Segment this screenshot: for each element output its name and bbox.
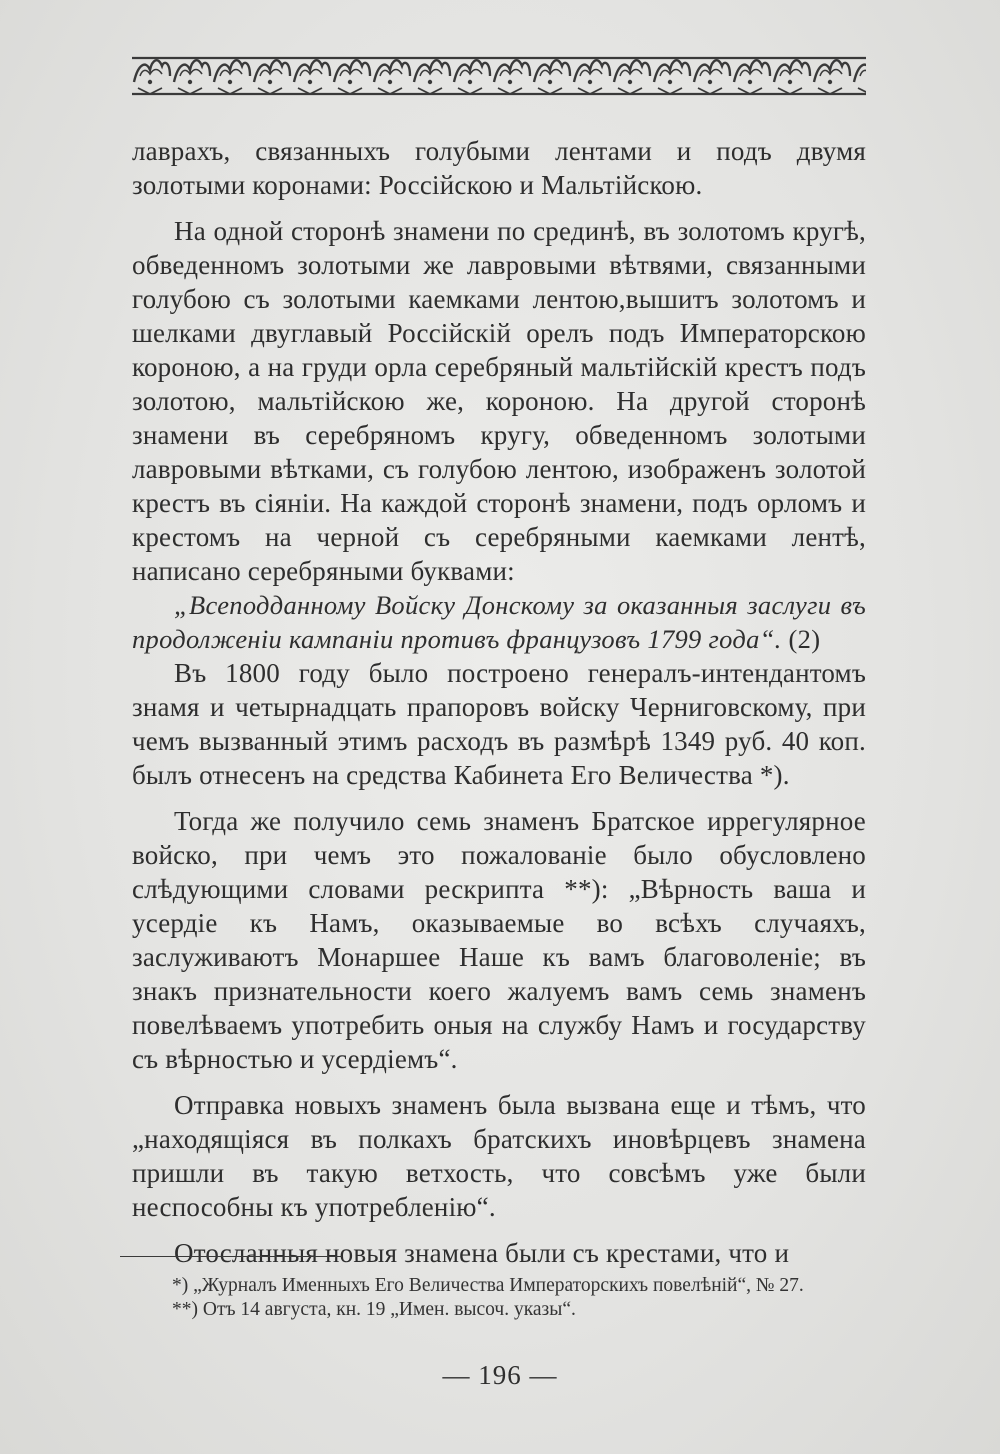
decorative-header-ornament-icon <box>132 52 866 98</box>
footnotes <box>172 1274 872 1322</box>
footnote: **) Отъ 14 августа, кн. 19 „Имен. высоч. указы“. <box>172 1299 576 1320</box>
main-text <box>132 134 866 1270</box>
footnote-reference: (2) <box>788 624 821 654</box>
paragraph: Тогда же получило семь знаменъ Братское иррегулярное войско, при чемъ это пожалованіе было обусловлено слѣдующими словами рескрипта **): „Вѣрность ваша и усердіе къ Намъ, оказываемые во всѣхъ случаяхъ, заслуживаютъ Монаршее Наше къ вамъ благоволеніе; въ знакъ признательности коего жалуемъ вамъ семь знаменъ повелѣваемъ употребить оныя на службу Намъ и государству съ вѣрностью и усердіемъ“. <box>132 806 866 1074</box>
inscription-text: „Всеподданному Войску Донскому за оказанныя заслуги въ продолженіи кампаніи противъ французовъ 1799 года“. <box>132 590 866 654</box>
page-number: — 196 — <box>442 1360 558 1390</box>
paragraph: На одной сторонѣ знамени по срединѣ, въ золотомъ кругѣ, обведенномъ золотыми же лавровыми вѣтвями, связанными голубою съ золотыми каемками лентою,вышитъ золотомъ и шелками двуглавый Россійскій орелъ подъ Императорскою короною, а на груди орла серебряный мальтійскій крестъ подъ золотою, мальтійскою же, короною. На другой сторонѣ знамени въ серебряномъ кругу, обведенномъ золотыми лавровыми вѣтками, съ голубою лентою, изображенъ золотой крестъ въ сіяніи. На каждой сторонѣ знамени, подъ орломъ и крестомъ на черной съ серебряными каемками лентѣ, написано серебряными буквами: <box>132 216 866 586</box>
paragraph: Въ 1800 году было построено генералъ-интендантомъ знамя и четырнадцать прапоровъ войску Черниговскому, при чемъ вызванный этимъ расходъ въ размѣрѣ 1349 руб. 40 коп. былъ отнесенъ на средства Кабинета Его Величества *). <box>132 658 866 790</box>
paragraph: лаврахъ, связанныхъ голубыми лентами и подъ двумя золотыми коронами: Россійскою и Мальтійскою. <box>132 136 866 200</box>
paragraph: Отправка новыхъ знаменъ была вызвана еще и тѣмъ, что „находящіяся въ полкахъ братскихъ иновѣрцевъ знамена пришли въ такую ветхость, что совсѣмъ уже были неспособны къ употребленію“. <box>132 1090 866 1222</box>
footnote: *) „Журналъ Именныхъ Его Величества Императорскихъ повелѣній“, № 27. <box>172 1275 804 1296</box>
footnote-divider <box>120 1256 342 1257</box>
quoted-inscription <box>132 588 866 656</box>
paragraph: Отосланныя новыя знамена были съ крестами, что и <box>174 1238 790 1268</box>
